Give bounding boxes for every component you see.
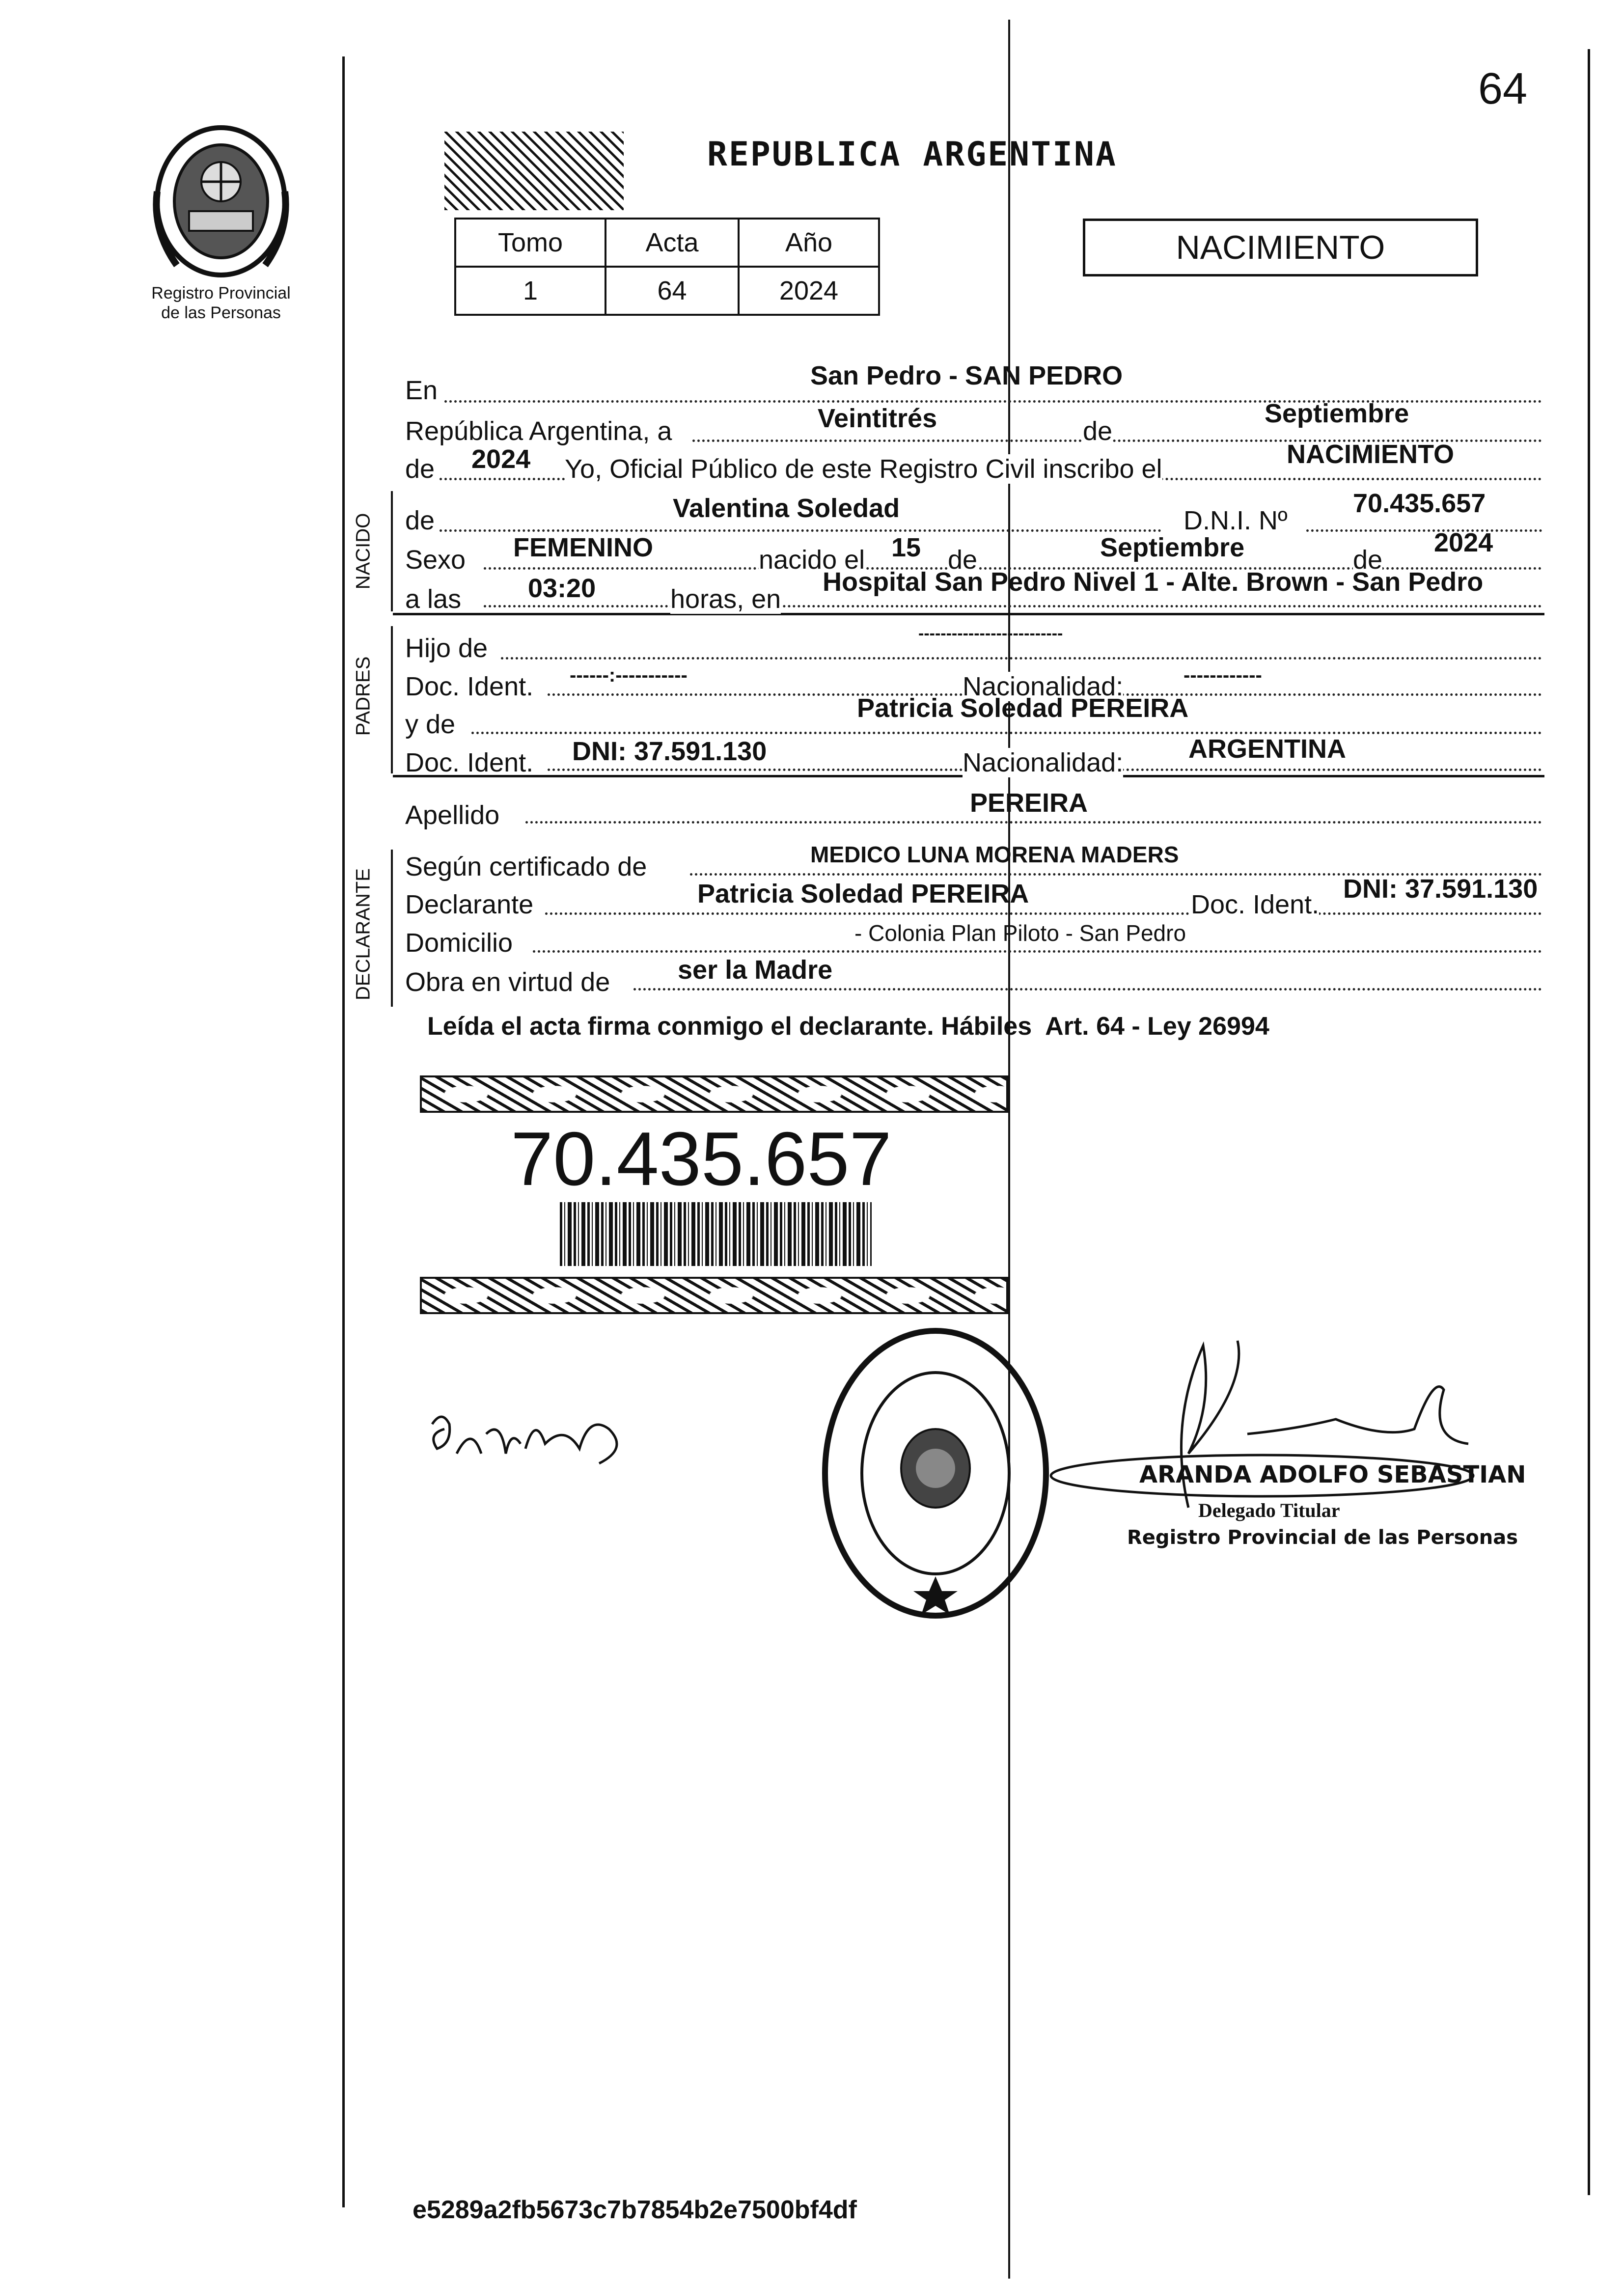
nacido-de-label-2: de (948, 545, 978, 575)
horas-en-label: horas, en (670, 584, 781, 614)
republica-label: República Argentina, a (405, 416, 672, 446)
header-hatch-logo (444, 132, 624, 210)
security-band-top (420, 1075, 1008, 1113)
security-band-bottom (420, 1277, 1008, 1314)
apellido-label: Apellido (405, 800, 500, 830)
barcode (560, 1202, 872, 1266)
apellido-dots (525, 821, 1542, 824)
hijo-de-label: Hijo de (405, 633, 488, 663)
de-label-1: de (1083, 416, 1113, 446)
emblem-caption-1: Registro Provincial (151, 284, 291, 303)
nacido-nombre: Valentina Soledad (673, 494, 900, 523)
nacido-bar (391, 491, 393, 611)
declarante-section-label: DECLARANTE (352, 868, 374, 1000)
y-de-label: y de (405, 710, 456, 739)
value-tomo: 1 (455, 267, 606, 315)
padre-nac: ------------ (1184, 664, 1262, 686)
nacido-mes: Septiembre (1100, 533, 1245, 562)
nacido-dia: 15 (891, 533, 921, 562)
value-acta: 64 (606, 267, 739, 315)
obra-label: Obra en virtud de (405, 967, 610, 997)
value-anio: 2024 (739, 267, 879, 315)
declarante-doc-label: Doc. Ident. (1191, 890, 1320, 919)
madre-nac: ARGENTINA (1188, 734, 1346, 764)
hora-dots (484, 605, 1542, 607)
apellido-value: PEREIRA (970, 788, 1088, 818)
nacido-anio: 2024 (1434, 528, 1493, 557)
nacido-dni: 70.435.657 (1353, 489, 1486, 518)
official-name: ARANDA ADOLFO SEBASTIAN (1139, 1461, 1526, 1488)
doc-type-title: NACIMIENTO (1176, 229, 1385, 266)
left-margin-line (342, 56, 345, 2207)
certificado-label: Según certificado de (405, 852, 647, 881)
nacido-el-label: nacido el (759, 545, 865, 575)
a-las-label: a las (405, 584, 462, 614)
province-emblem (147, 123, 295, 280)
page-number: 64 (1478, 64, 1528, 113)
dni-dots (1306, 529, 1542, 532)
dni-label: D.N.I. Nº (1184, 506, 1288, 535)
registry-seal (815, 1321, 1056, 1625)
registry-table (454, 218, 880, 316)
header-acta: Acta (606, 219, 739, 267)
id-number: 70.435.657 (511, 1116, 892, 1201)
obra-dots (633, 988, 1542, 991)
obra-value: ser la Madre (678, 955, 833, 985)
padre-name: -------------------------- (918, 624, 1063, 643)
nacido-sexo: FEMENINO (513, 533, 654, 562)
declarante-bar (391, 850, 393, 1007)
hijo-dots (501, 657, 1542, 660)
closing-statement: Leída el acta firma conmigo el declarante. Hábiles Art. 64 - Ley 26994 (427, 1012, 1269, 1041)
padre-doc-label: Doc. Ident. (405, 672, 534, 701)
official-role: Delegado Titular (1198, 1499, 1340, 1521)
nombre-dots (440, 529, 1161, 532)
declarante-doc: DNI: 37.591.130 (1343, 874, 1538, 904)
country-title: REPUBLICA ARGENTINA (707, 135, 1117, 174)
anio-value: 2024 (471, 444, 531, 474)
official-office: Registro Provincial de las Personas (1127, 1526, 1518, 1549)
document-hash: e5289a2fb5673c7b7854b2e7500bf4df (413, 2196, 857, 2224)
declarante-nombre: Patricia Soledad PEREIRA (697, 879, 1029, 908)
madre-name: Patricia Soledad PEREIRA (857, 693, 1189, 723)
de-label-2: de (405, 454, 435, 484)
en-value: San Pedro - SAN PEDRO (810, 361, 1123, 390)
padre-nac-label: Nacionalidad: (963, 672, 1124, 701)
header-anio: Año (739, 219, 879, 267)
right-margin-line (1588, 49, 1590, 2195)
nacido-de-label: de (405, 506, 435, 535)
declarante-label: Declarante (405, 890, 534, 919)
padres-bar (391, 626, 393, 773)
sexo-label: Sexo (405, 545, 466, 575)
madre-doc: DNI: 37.591.130 (572, 737, 767, 766)
dia-value: Veintitrés (818, 404, 937, 433)
declarante-dots (545, 912, 1542, 915)
nacido-hora: 03:20 (528, 574, 596, 603)
nacido-underline (393, 613, 1544, 615)
nacido-section-label: NACIDO (352, 513, 374, 590)
nacido-de-label-3: de (1353, 545, 1383, 575)
nacido-lugar: Hospital San Pedro Nivel 1 - Alte. Brown - San Pedro (823, 567, 1484, 597)
yo-label: Yo, Oficial Público de este Registro Civil inscribo el (565, 454, 1162, 484)
emblem-caption-2: de las Personas (161, 303, 281, 322)
header-tomo: Tomo (455, 219, 606, 267)
declarant-signature (422, 1395, 633, 1493)
domicilio-label: Domicilio (405, 928, 513, 958)
certificado-value: MEDICO LUNA MORENA MADERS (810, 842, 1179, 867)
madre-doc-label: Doc. Ident. (405, 748, 534, 777)
padre-doc: ------:----------- (570, 664, 688, 686)
madre-dots (471, 732, 1542, 734)
doc-type-box (1083, 219, 1478, 276)
inscribo-value: NACIMIENTO (1287, 440, 1455, 469)
en-label: En (405, 376, 438, 405)
domicilio-dots (533, 950, 1542, 953)
domicilio-value: - Colonia Plan Piloto - San Pedro (854, 920, 1186, 946)
padres-section-label: PADRES (352, 656, 374, 736)
mes-value: Septiembre (1265, 399, 1409, 428)
center-fold-line (1008, 20, 1010, 2279)
madre-nac-label: Nacionalidad: (963, 748, 1124, 777)
